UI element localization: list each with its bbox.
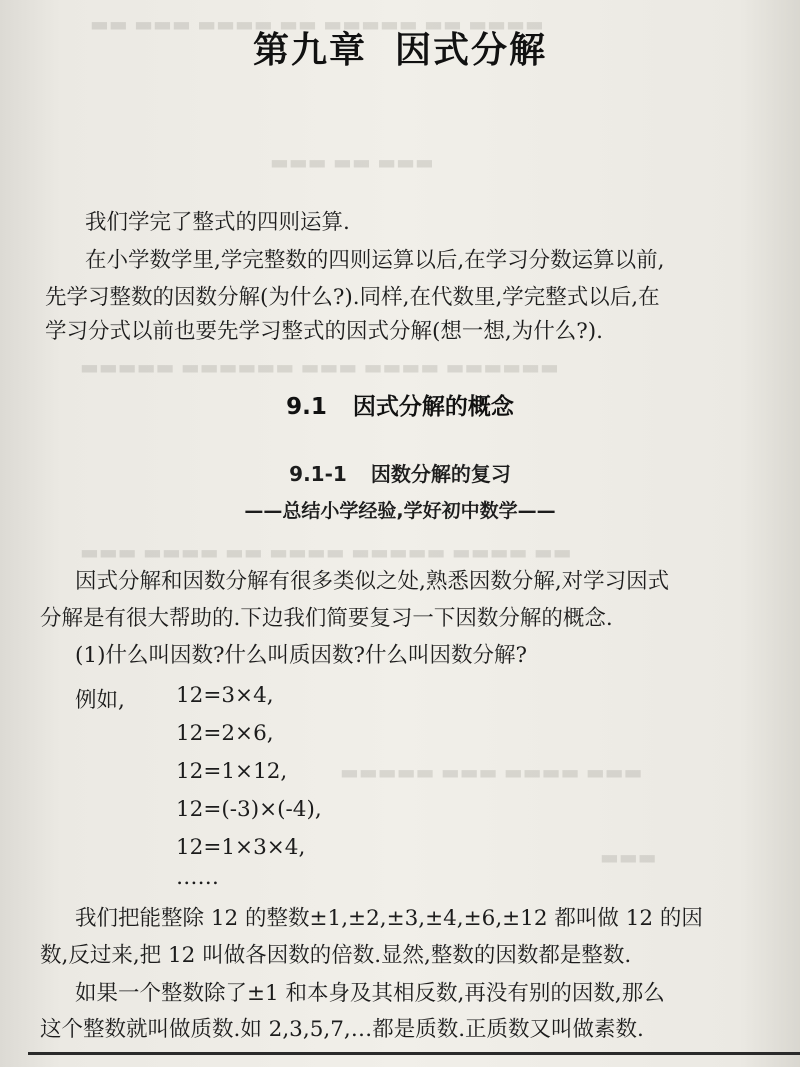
subsection-heading	[0, 458, 800, 487]
bottom-rule	[28, 1052, 800, 1055]
body1-line-3: (1)什么叫因数?什么叫质因数?什么叫因数分解?	[75, 643, 528, 668]
intro-line-4: 学习分式以前也要先学习整式的因式分解(想一想,为什么?).	[45, 319, 603, 344]
bleed-through: ▬▬▬ ▬▬ ▬▬▬	[270, 150, 434, 174]
chapter-title: 因式分解	[395, 30, 548, 71]
equation-line: 12=3×4,	[176, 683, 274, 708]
subsection-subtitle: ——总结小学经验,学好初中数学——	[244, 500, 556, 522]
body1-line-2: 分解是有很大帮助的.下边我们简要复习一下因数分解的概念.	[40, 606, 613, 631]
equation-line: 12=2×6,	[176, 721, 274, 746]
chapter-heading	[0, 22, 800, 73]
bleed-through: ▬▬▬ ▬▬▬▬ ▬▬ ▬▬▬▬ ▬▬▬▬▬ ▬▬▬▬ ▬▬	[80, 540, 572, 564]
equation-line: 12=1×3×4,	[176, 835, 306, 860]
subsection-title: 因数分解的复习	[370, 462, 511, 486]
equation-ellipsis: ……	[176, 865, 219, 890]
intro-line-1: 我们学完了整式的四则运算.	[85, 210, 350, 235]
intro-line-2: 在小学数学里,学完整数的四则运算以后,在学习分数运算以前,	[85, 248, 665, 273]
body2-line-1: 我们把能整除 12 的整数±1,±2,±3,±4,±6,±12 都叫做 12 的因	[75, 906, 703, 931]
section-heading	[0, 388, 800, 421]
section-title: 因式分解的概念	[352, 394, 514, 420]
body2-line-2: 数,反过来,把 12 叫做各因数的倍数.显然,整数的因数都是整数.	[40, 943, 632, 968]
bleed-through: ▬▬▬	[600, 845, 657, 869]
subsection-number: 9.1-1	[289, 462, 347, 486]
body2-line-3: 如果一个整数除了±1 和本身及其相反数,再没有别的因数,那么	[75, 981, 665, 1006]
equation-line: 12=(-3)×(-4),	[176, 797, 322, 822]
chapter-number: 第九章	[252, 30, 367, 71]
example-label: 例如,	[75, 688, 125, 713]
section-number: 9.1	[286, 394, 327, 420]
bleed-through: ▬▬▬▬▬ ▬▬▬ ▬▬▬▬ ▬▬▬	[340, 760, 643, 784]
bleed-through: ▬▬ ▬▬▬ ▬▬▬▬ ▬▬ ▬▬▬▬▬ ▬▬ ▬▬▬▬	[90, 12, 544, 36]
intro-line-3: 先学习整数的因数分解(为什么?).同样,在代数里,学完整式以后,在	[45, 285, 660, 310]
body2-line-4: 这个整数就叫做质数.如 2,3,5,7,…都是质数.正质数又叫做素数.	[40, 1017, 644, 1042]
body1-line-1: 因式分解和因数分解有很多类似之处,熟悉因数分解,对学习因式	[75, 569, 670, 594]
equation-line: 12=1×12,	[176, 759, 288, 784]
bleed-through: ▬▬▬▬▬ ▬▬▬▬▬▬ ▬▬▬ ▬▬▬▬ ▬▬▬▬▬▬	[80, 355, 559, 379]
